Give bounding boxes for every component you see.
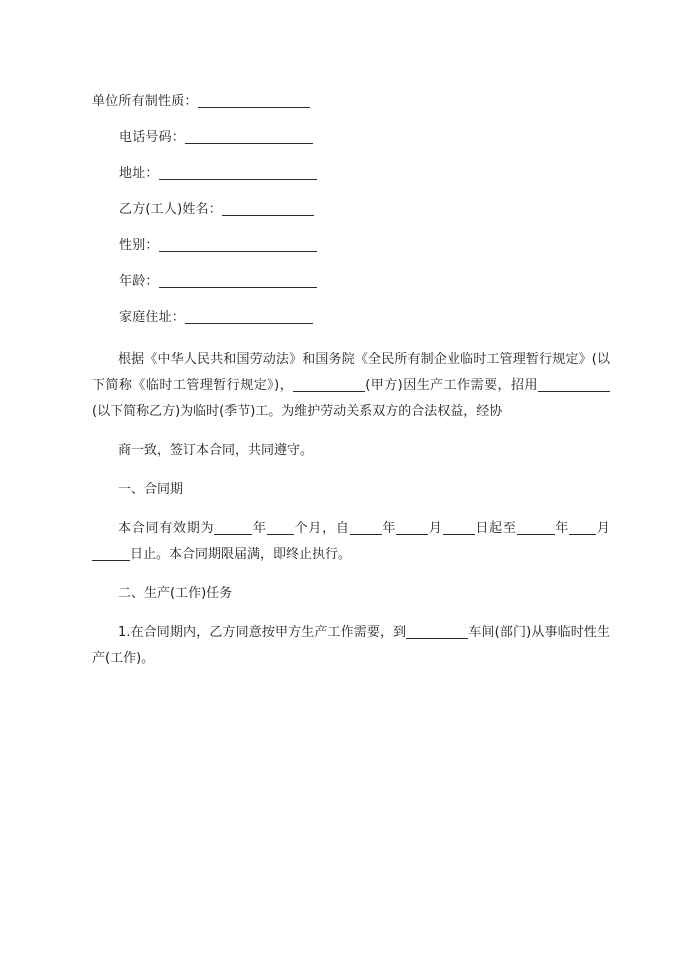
paragraph-text: 二、生产(工作)任务 xyxy=(118,586,233,601)
field-blank-input[interactable] xyxy=(159,167,317,180)
paragraph-text: 日起至 xyxy=(474,521,517,536)
field-label: 性别： xyxy=(119,238,159,253)
document-body xyxy=(92,95,610,672)
paragraph-text: 一、合同期 xyxy=(118,482,184,497)
field-row xyxy=(92,311,610,324)
field-label: 电话号码： xyxy=(119,130,186,145)
paragraph-task-1 xyxy=(92,620,610,672)
inline-blank-input[interactable] xyxy=(538,377,610,392)
field-label: 地址： xyxy=(119,166,159,181)
field-row xyxy=(92,203,610,216)
paragraph-text: 本合同有效期为 xyxy=(118,521,215,536)
paragraph-text: 根据《中华人民共和国劳动法》和国务院《全民所有制企业临时工管理暂行规定》(以下简称《临时工管理暂行规定》)， xyxy=(92,352,610,393)
paragraph-text: (以下简称乙方)为临时(季节)工。为维护劳动关系双方的合法权益，经协 xyxy=(92,404,503,419)
field-label: 年龄： xyxy=(119,274,159,289)
paragraph-text: 年 xyxy=(554,521,570,536)
paragraphs-container xyxy=(92,347,610,672)
inline-blank-input[interactable] xyxy=(293,377,365,392)
paragraph-text: 年 xyxy=(252,521,267,536)
heading-contract-term xyxy=(92,477,610,503)
field-blank-input[interactable] xyxy=(185,311,313,324)
field-row xyxy=(92,239,610,252)
paragraph-text: (甲方)因生产工作需要，招用 xyxy=(365,378,538,393)
paragraph-text: 年 xyxy=(381,521,397,536)
field-row xyxy=(92,131,610,144)
field-label: 单位所有制性质： xyxy=(92,94,198,109)
inline-blank-input[interactable] xyxy=(517,520,555,535)
field-label: 乙方(工人)姓名： xyxy=(119,202,222,217)
fields-container xyxy=(92,95,610,324)
field-row xyxy=(92,167,610,180)
field-blank-input[interactable] xyxy=(159,275,317,288)
paragraph-text: 个月，自 xyxy=(293,521,350,536)
paragraph-basis xyxy=(92,347,610,425)
field-row xyxy=(92,275,610,288)
heading-production-task xyxy=(92,581,610,607)
inline-blank-input[interactable] xyxy=(406,624,468,639)
inline-blank-input[interactable] xyxy=(443,520,475,535)
paragraph-contract-term xyxy=(92,516,610,568)
paragraph-text: 车间(部门)从事临时性生产(工作)。 xyxy=(92,625,610,666)
inline-blank-input[interactable] xyxy=(396,520,428,535)
field-blank-input[interactable] xyxy=(222,203,314,216)
inline-blank-input[interactable] xyxy=(350,520,382,535)
paragraph-text: 商一致，签订本合同，共同遵守。 xyxy=(118,443,314,458)
field-label: 家庭住址： xyxy=(119,310,186,325)
field-row xyxy=(92,95,610,108)
paragraph-agreement xyxy=(92,438,610,464)
paragraph-text: 日止。本合同期限届满，即终止执行。 xyxy=(130,547,352,562)
inline-blank-input[interactable] xyxy=(214,520,252,535)
field-blank-input[interactable] xyxy=(185,131,313,144)
field-blank-input[interactable] xyxy=(198,95,310,108)
paragraph-text: 月 xyxy=(596,521,610,536)
inline-blank-input[interactable] xyxy=(92,546,130,561)
paragraph-text: 1.在合同期内，乙方同意按甲方生产工作需要，到 xyxy=(118,625,407,640)
inline-blank-input[interactable] xyxy=(569,520,596,535)
inline-blank-input[interactable] xyxy=(267,520,294,535)
paragraph-text: 月 xyxy=(428,521,443,536)
field-blank-input[interactable] xyxy=(159,239,317,252)
